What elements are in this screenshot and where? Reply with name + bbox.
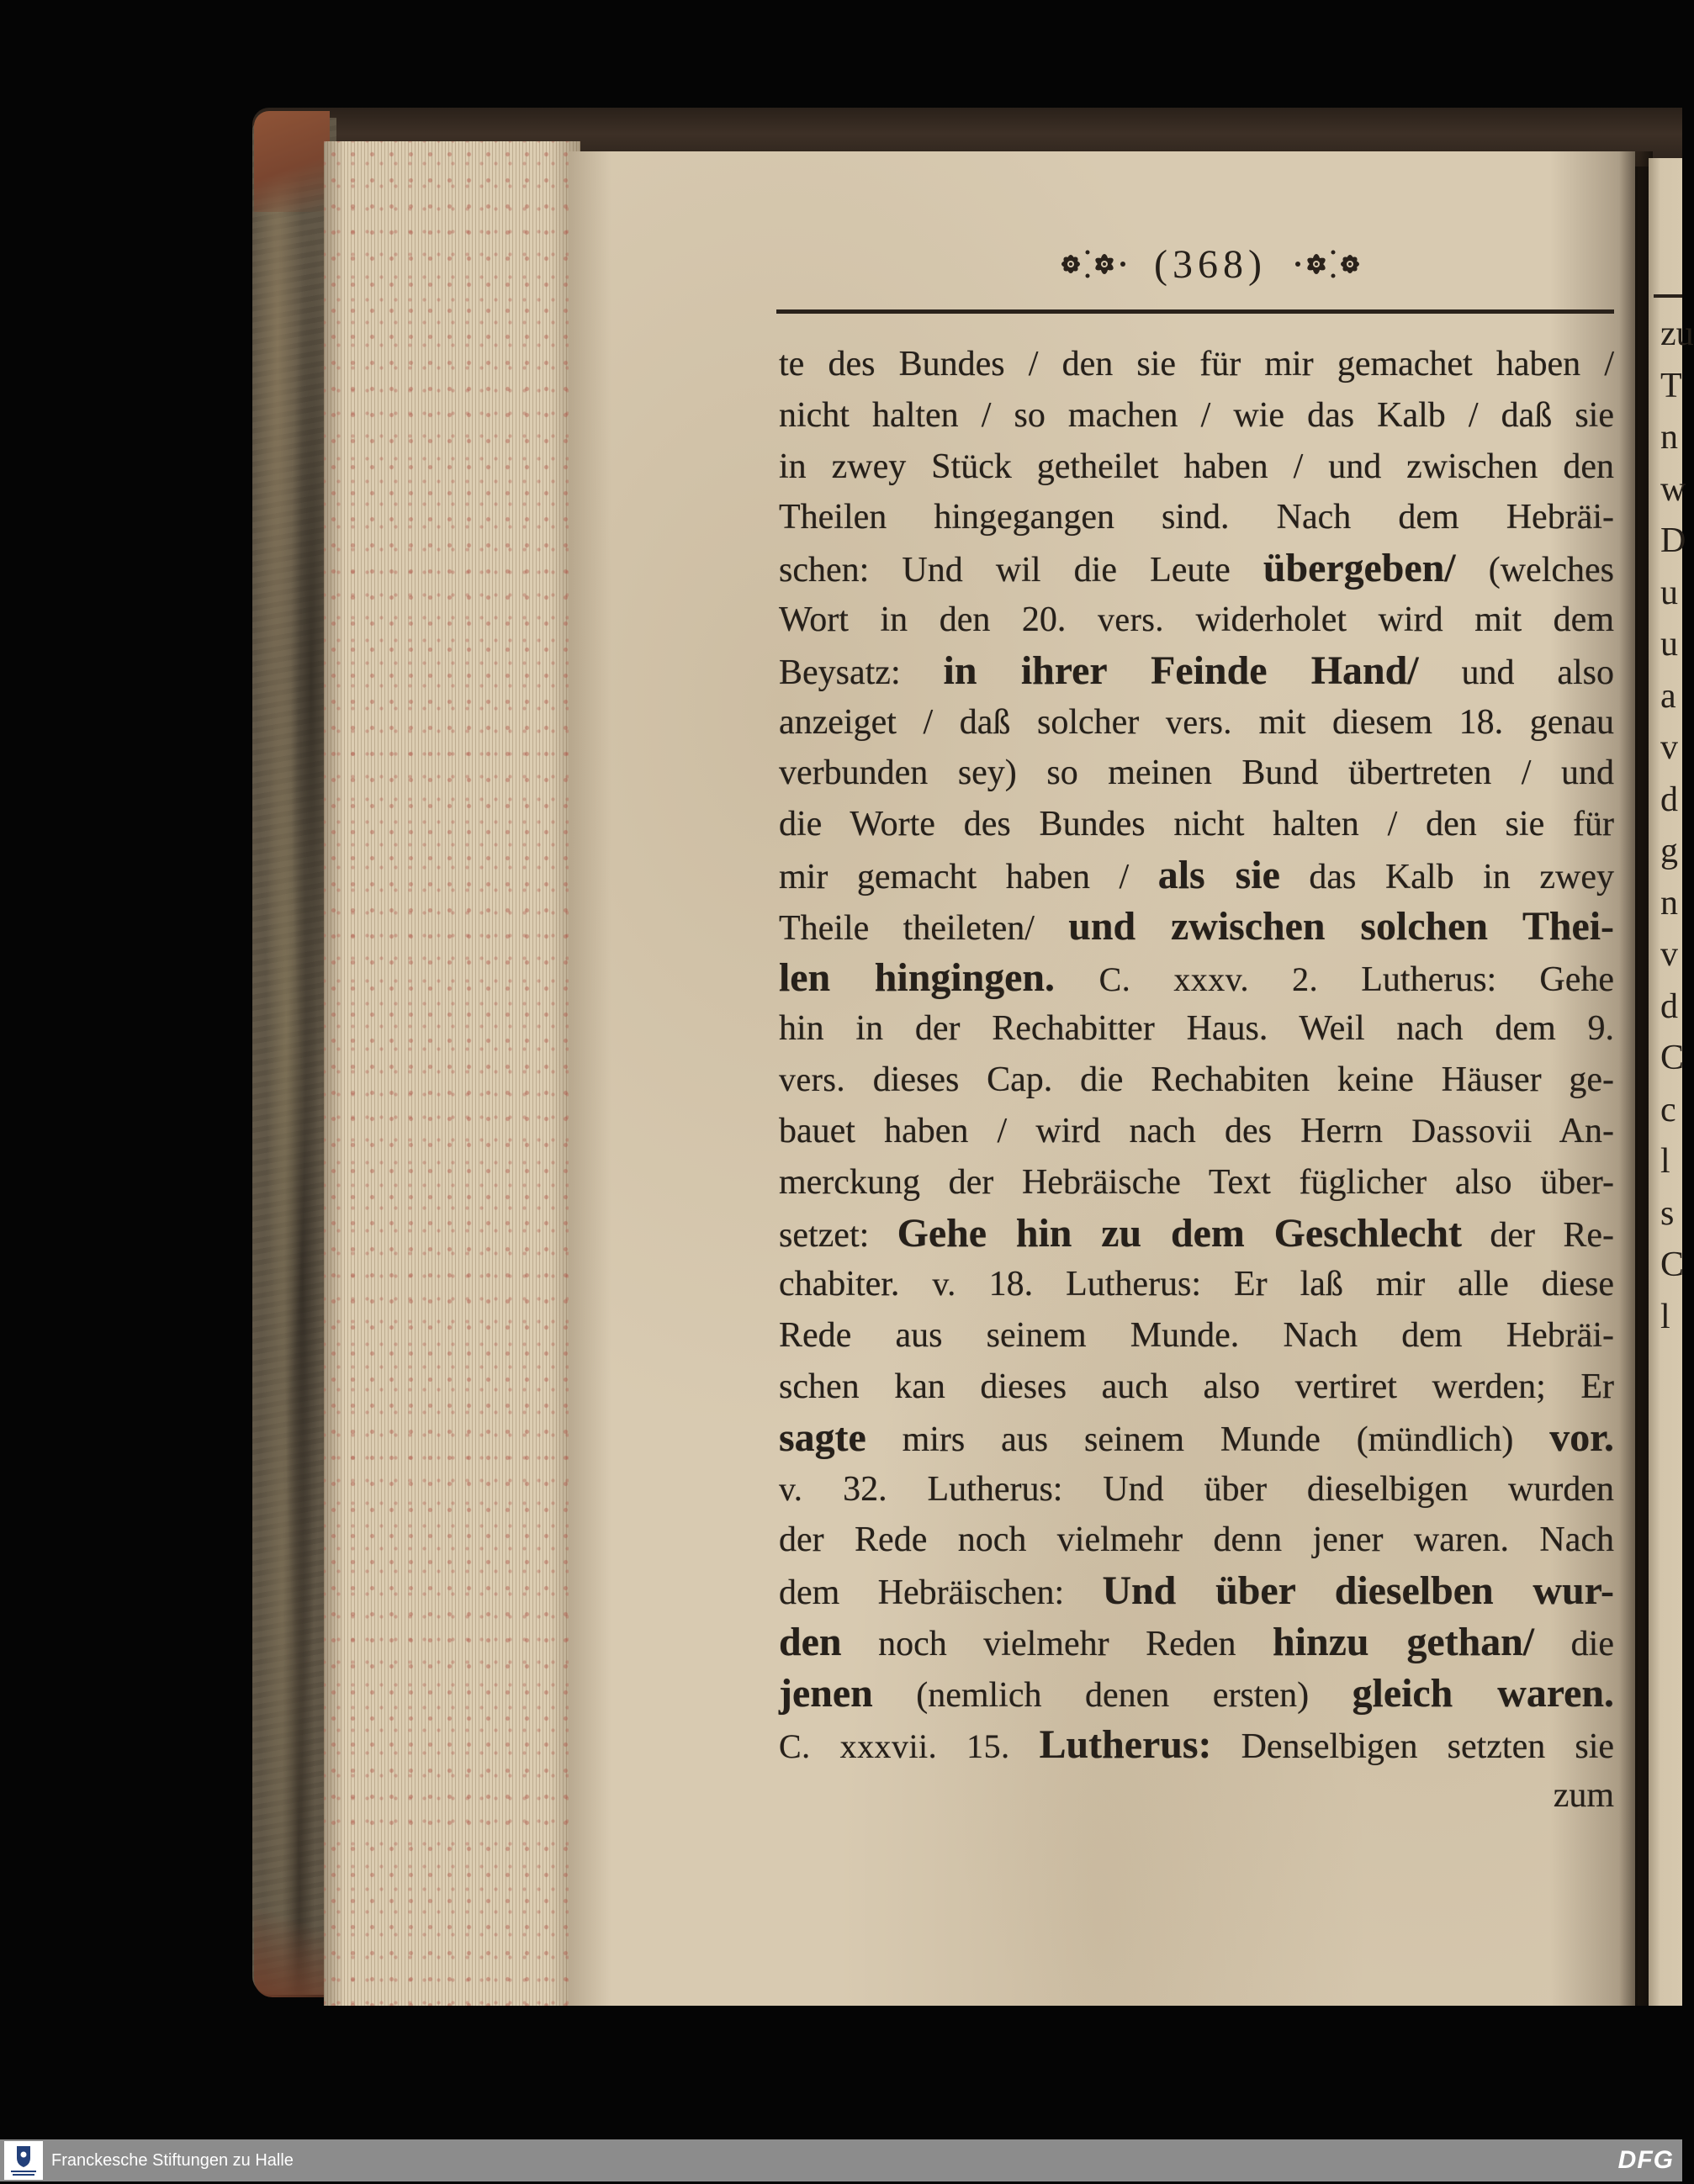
text-line <box>779 1464 1614 1515</box>
right-page-fragment: a <box>1660 676 1676 716</box>
page-header <box>1051 239 1370 289</box>
text-segment: Theile theileten/ <box>779 908 1069 948</box>
text-segment: widerholet wird mit dem <box>1163 600 1614 639</box>
text-segment: und also <box>1418 653 1615 692</box>
text-line <box>779 595 1614 646</box>
text-segment: vers. <box>779 1060 845 1099</box>
text-line <box>779 1310 1614 1362</box>
text-segment: setzet: <box>779 1215 897 1255</box>
text-segment: Lutherus: <box>1039 1721 1212 1767</box>
text-segment: vers. <box>1165 702 1232 741</box>
text-line <box>779 799 1614 850</box>
institution-name: Franckesche Stiftungen zu Halle <box>51 2150 294 2170</box>
text-segment: dieses Cap. die Rechabiten keine Häuser ge- <box>844 1060 1614 1100</box>
text-segment: dem Hebräischen: <box>779 1573 1103 1613</box>
text-line <box>779 339 1614 390</box>
text-segment: (welches <box>1455 551 1614 590</box>
text-line <box>779 850 1614 902</box>
text-segment: (nemlich denen ersten) <box>872 1675 1353 1715</box>
text-segment: 32. Lutherus: Und über dieselbigen wurden <box>802 1469 1614 1509</box>
text-line <box>779 1668 1614 1720</box>
right-page-fragment: c <box>1660 1090 1676 1129</box>
right-page-fragment: n <box>1660 883 1678 923</box>
fleuron-icon <box>1051 246 1128 283</box>
right-page-fragment: g <box>1660 832 1678 870</box>
text-line <box>779 442 1614 493</box>
text-segment: Lutherus: Gehe <box>1318 960 1614 999</box>
right-page-fragment: l <box>1660 1297 1670 1336</box>
leather-corner <box>254 111 330 212</box>
text-line <box>779 1720 1614 1771</box>
text-line <box>779 390 1614 442</box>
text-segment: hin in der Rechabitter Haus. Weil nach dem 9. <box>779 1009 1614 1049</box>
text-segment: sagte <box>779 1415 866 1460</box>
text-segment: Beysatz: <box>779 653 944 692</box>
text-segment: mirs aus seinem Munde (mündlich) <box>866 1420 1550 1459</box>
text-segment: der Rede noch vielmehr denn jener waren. Nach <box>779 1520 1614 1560</box>
text-segment: C. xxxvii. 15. <box>779 1727 1040 1765</box>
text-line <box>779 697 1614 748</box>
text-line <box>779 492 1614 543</box>
text-block <box>779 339 1614 1822</box>
text-segment: in zwey Stück getheilet haben / und zwischen den <box>779 447 1614 486</box>
right-page-text <box>1654 309 1694 1402</box>
text-segment: anzeiget / daß solcher <box>779 702 1166 742</box>
text-segment: v. <box>779 1469 803 1508</box>
text-segment: Rede aus seinem Munde. Nach dem Hebräi- <box>779 1316 1614 1356</box>
text-segment: hinzu gethan/ <box>1273 1619 1535 1664</box>
text-segment: gleich waren. <box>1352 1670 1614 1716</box>
right-page-fragment: v <box>1660 935 1678 974</box>
text-line <box>779 1106 1614 1157</box>
text-segment: Denselbigen setzten sie <box>1211 1727 1614 1766</box>
right-page-fragment: C <box>1660 1039 1685 1077</box>
fleuron-icon <box>1293 246 1370 283</box>
funder-logo: DFG <box>1617 2146 1674 2174</box>
text-segment: die Worte des Bundes nicht halten / den sie für <box>779 805 1614 844</box>
right-page-fragment: zu <box>1660 315 1694 353</box>
text-segment: als sie <box>1157 852 1280 897</box>
text-line <box>779 748 1614 799</box>
right-page-fragment: n <box>1660 418 1678 457</box>
text-line <box>779 1413 1614 1464</box>
right-page-fragment: C <box>1660 1245 1685 1284</box>
text-line <box>779 1259 1614 1310</box>
institution-logo-icon <box>4 2141 43 2180</box>
leather-corner <box>254 1909 334 1997</box>
text-line <box>779 1362 1614 1413</box>
text-segment: mit diesem 18. genau <box>1231 702 1614 742</box>
right-page-fragment: d <box>1660 780 1678 819</box>
text-segment: vers. <box>1097 600 1164 638</box>
text-segment: chabiter. <box>779 1265 933 1304</box>
text-segment: merckung der Hebräische Text füglicher also über- <box>779 1162 1614 1202</box>
text-segment: den <box>779 1619 842 1664</box>
right-page-fragment: v <box>1660 728 1678 767</box>
text-segment: len hingingen. <box>779 955 1099 1000</box>
text-segment: der Re- <box>1461 1215 1614 1255</box>
right-page-fragment: d <box>1660 986 1678 1026</box>
text-segment: Wort in den 20. <box>779 600 1098 639</box>
text-segment: 18. Lutherus: Er laß mir alle diese <box>956 1265 1614 1304</box>
text-segment: An- <box>1532 1111 1615 1150</box>
footer-bar <box>0 2139 1682 2181</box>
text-segment: v. <box>932 1265 956 1304</box>
text-segment: nicht halten / so machen / wie das Kalb / daß sie <box>779 395 1614 435</box>
text-segment: das Kalb in zwey <box>1279 857 1614 896</box>
text-segment: vor. <box>1549 1415 1614 1460</box>
text-line <box>779 1157 1614 1208</box>
text-segment: Theilen hingegangen sind. Nach dem Hebräi- <box>779 498 1614 537</box>
text-segment: Und über dieselben wur- <box>1102 1568 1614 1614</box>
text-line <box>779 1003 1614 1055</box>
text-segment: die <box>1534 1624 1614 1663</box>
text-line <box>779 902 1614 953</box>
text-line <box>779 1566 1614 1617</box>
text-line <box>779 646 1614 697</box>
text-line <box>779 953 1614 1004</box>
text-segment: mir gemacht haben / <box>779 857 1158 896</box>
text-line <box>779 1515 1614 1566</box>
gutter-shadow <box>1619 151 1653 2006</box>
text-line <box>779 1617 1614 1668</box>
text-segment: übergeben/ <box>1263 546 1456 591</box>
right-page-fragment: u <box>1660 573 1678 612</box>
text-segment: in ihrer Feinde Hand/ <box>943 648 1419 693</box>
right-page-fragment: u <box>1660 625 1678 664</box>
text-segment: Dassovii <box>1411 1111 1533 1150</box>
page-number: (368) <box>1154 241 1267 287</box>
text-segment: und zwischen solchen Thei- <box>1068 903 1614 949</box>
text-line <box>779 1208 1614 1260</box>
text-segment: te des Bundes / den sie für mir gemachet haben / <box>779 345 1614 383</box>
right-page-rule <box>1654 294 1682 298</box>
text-segment: bauet haben / wird nach des Herrn <box>779 1111 1412 1150</box>
text-segment: C. xxxv. 2. <box>1098 960 1319 998</box>
right-page-fragment: s <box>1660 1193 1675 1233</box>
right-page-fragment: D <box>1660 521 1686 560</box>
text-line <box>779 543 1614 595</box>
catchword: zum <box>1553 1776 1614 1816</box>
right-page-fragment: l <box>1660 1142 1670 1181</box>
text-segment: schen: Und wil die Leute <box>779 551 1263 590</box>
text-segment: Gehe hin zu dem Geschlecht <box>897 1210 1462 1256</box>
right-page-fragment: w <box>1660 469 1686 509</box>
right-page-fragment: T <box>1660 366 1682 405</box>
header-rule <box>776 309 1614 314</box>
page-edges <box>324 141 580 2006</box>
text-segment: schen kan dieses auch also vertiret werden; Er <box>779 1367 1614 1406</box>
text-segment: noch vielmehr Reden <box>841 1624 1273 1663</box>
text-line <box>779 1055 1614 1106</box>
text-segment: jenen <box>779 1670 873 1716</box>
text-segment: verbunden sey) so meinen Bund übertreten / und <box>779 754 1614 793</box>
